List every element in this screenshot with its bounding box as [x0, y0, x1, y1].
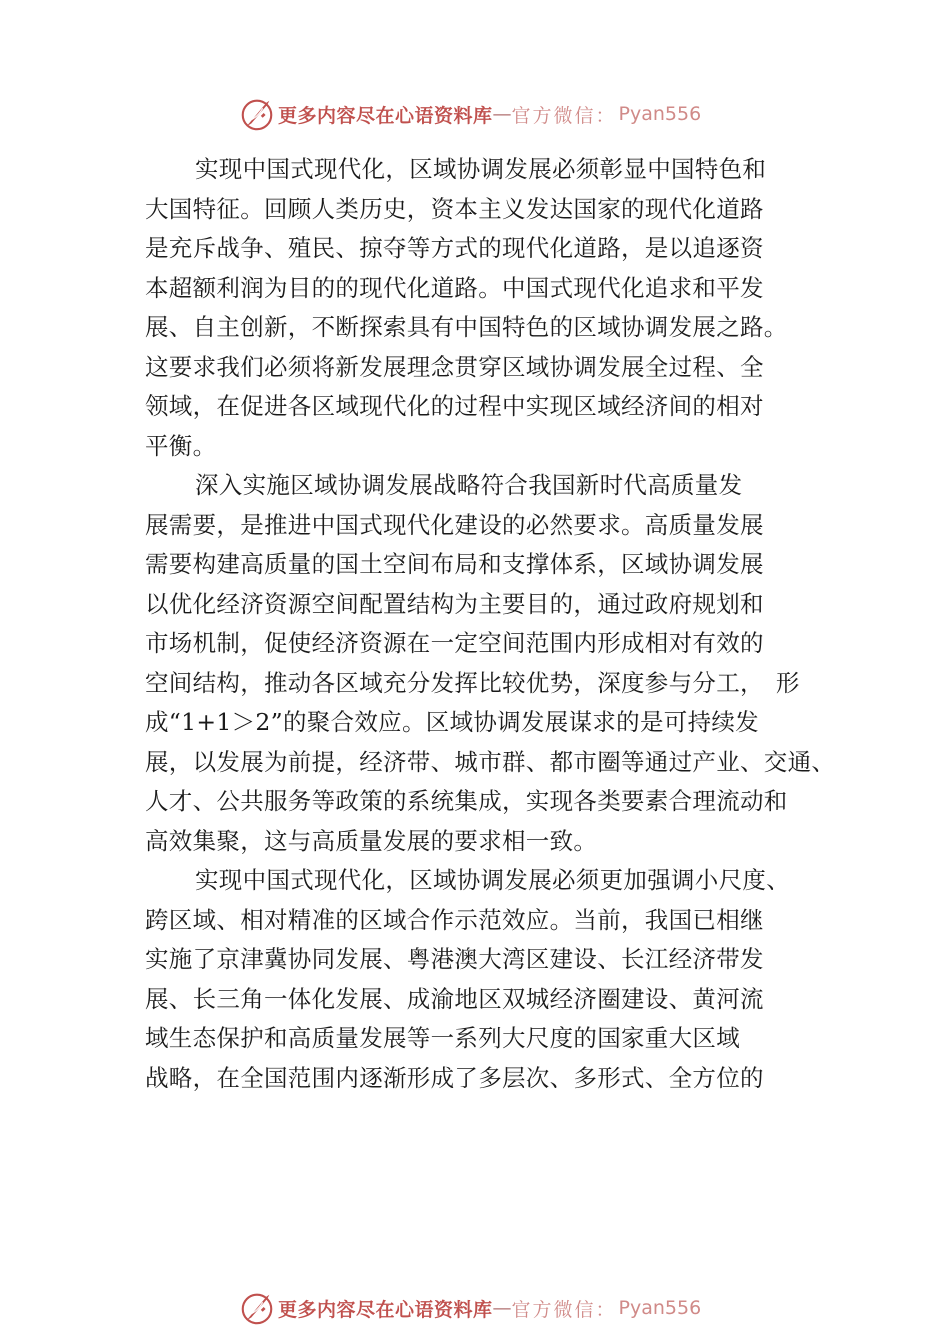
watermark-label: 官方微信： — [511, 1298, 617, 1321]
text-line: 领域，在促进各区域现代化的过程中实现区域经济间的相对 — [145, 392, 764, 420]
text-line: 跨区域、相对精准的区域合作示范效应。当前，我国已相继 — [145, 905, 764, 934]
text-line: 是充斥战争、殖民、掠夺等方式的现代化道路，是以追逐资 — [145, 234, 764, 262]
text-line: 本超额利润为目的的现代化道路。中国式现代化追求和平发 — [145, 273, 764, 302]
text-line: 这要求我们必须将新发展理念贯穿区域协调发展全过程、全 — [145, 352, 764, 381]
text-line: 实现中国式现代化，区域协调发展必须更加强调小尺度、 — [195, 866, 790, 894]
watermark-main-text: 更多内容尽在心语资料库 — [278, 104, 493, 127]
watermark-id: Pyan556 — [618, 103, 702, 125]
text-line: 人才、公共服务等政策的系统集成，实现各类要素合理流动和 — [145, 787, 788, 815]
text-line: 需要构建高质量的国土空间布局和支撑体系，区域协调发展 — [145, 550, 764, 578]
quill-pen-logo-icon — [238, 1289, 276, 1327]
text-line: 展需要，是推进中国式现代化建设的必然要求。高质量发展 — [145, 510, 764, 539]
document-body — [145, 150, 845, 1098]
text-line: 成“1+1＞2”的聚合效应。区域协调发展谋求的是可持续发 — [145, 708, 759, 736]
footer-watermark — [238, 1288, 701, 1328]
watermark-id: Pyan556 — [618, 1297, 702, 1319]
text-line: 大国特征。回顾人类历史，资本主义发达国家的现代化道路 — [145, 194, 764, 223]
text-line: 市场机制，促使经济资源在一定空间范围内形成相对有效的 — [145, 629, 764, 657]
watermark-main-text: 更多内容尽在心语资料库 — [278, 1298, 493, 1321]
text-line: 战略，在全国范围内逐渐形成了多层次、多形式、全方位的 — [145, 1063, 764, 1092]
watermark-dash: — — [492, 1297, 512, 1319]
text-line: 展、自主创新，不断探索具有中国特色的区域协调发展之路。 — [145, 313, 788, 341]
text-line: 展、长三角一体化发展、成渝地区双城经济圈建设、黄河流 — [145, 984, 764, 1013]
quill-pen-logo-icon — [238, 95, 276, 133]
text-line: 实施了京津冀协同发展、粤港澳大湾区建设、长江经济带发 — [145, 945, 764, 973]
text-line: 域生态保护和高质量发展等一系列大尺度的国家重大区域 — [145, 1024, 740, 1052]
text-line: 展，以发展为前提，经济带、城市群、都市圈等通过产业、交通、 — [145, 747, 836, 776]
header-watermark — [238, 94, 701, 134]
watermark-dash: — — [492, 103, 512, 125]
watermark-label: 官方微信： — [511, 104, 617, 127]
text-line: 高效集聚，这与高质量发展的要求相一致。 — [145, 826, 598, 855]
text-line: 平衡。 — [145, 431, 217, 460]
text-line: 深入实施区域协调发展战略符合我国新时代高质量发 — [195, 471, 743, 499]
text-line: 以优化经济资源空间配置结构为主要目的，通过政府规划和 — [145, 589, 764, 618]
text-line: 空间结构，推动各区域充分发挥比较优势，深度参与分工， 形 — [145, 668, 800, 697]
text-line: 实现中国式现代化，区域协调发展必须彰显中国特色和 — [195, 155, 767, 183]
